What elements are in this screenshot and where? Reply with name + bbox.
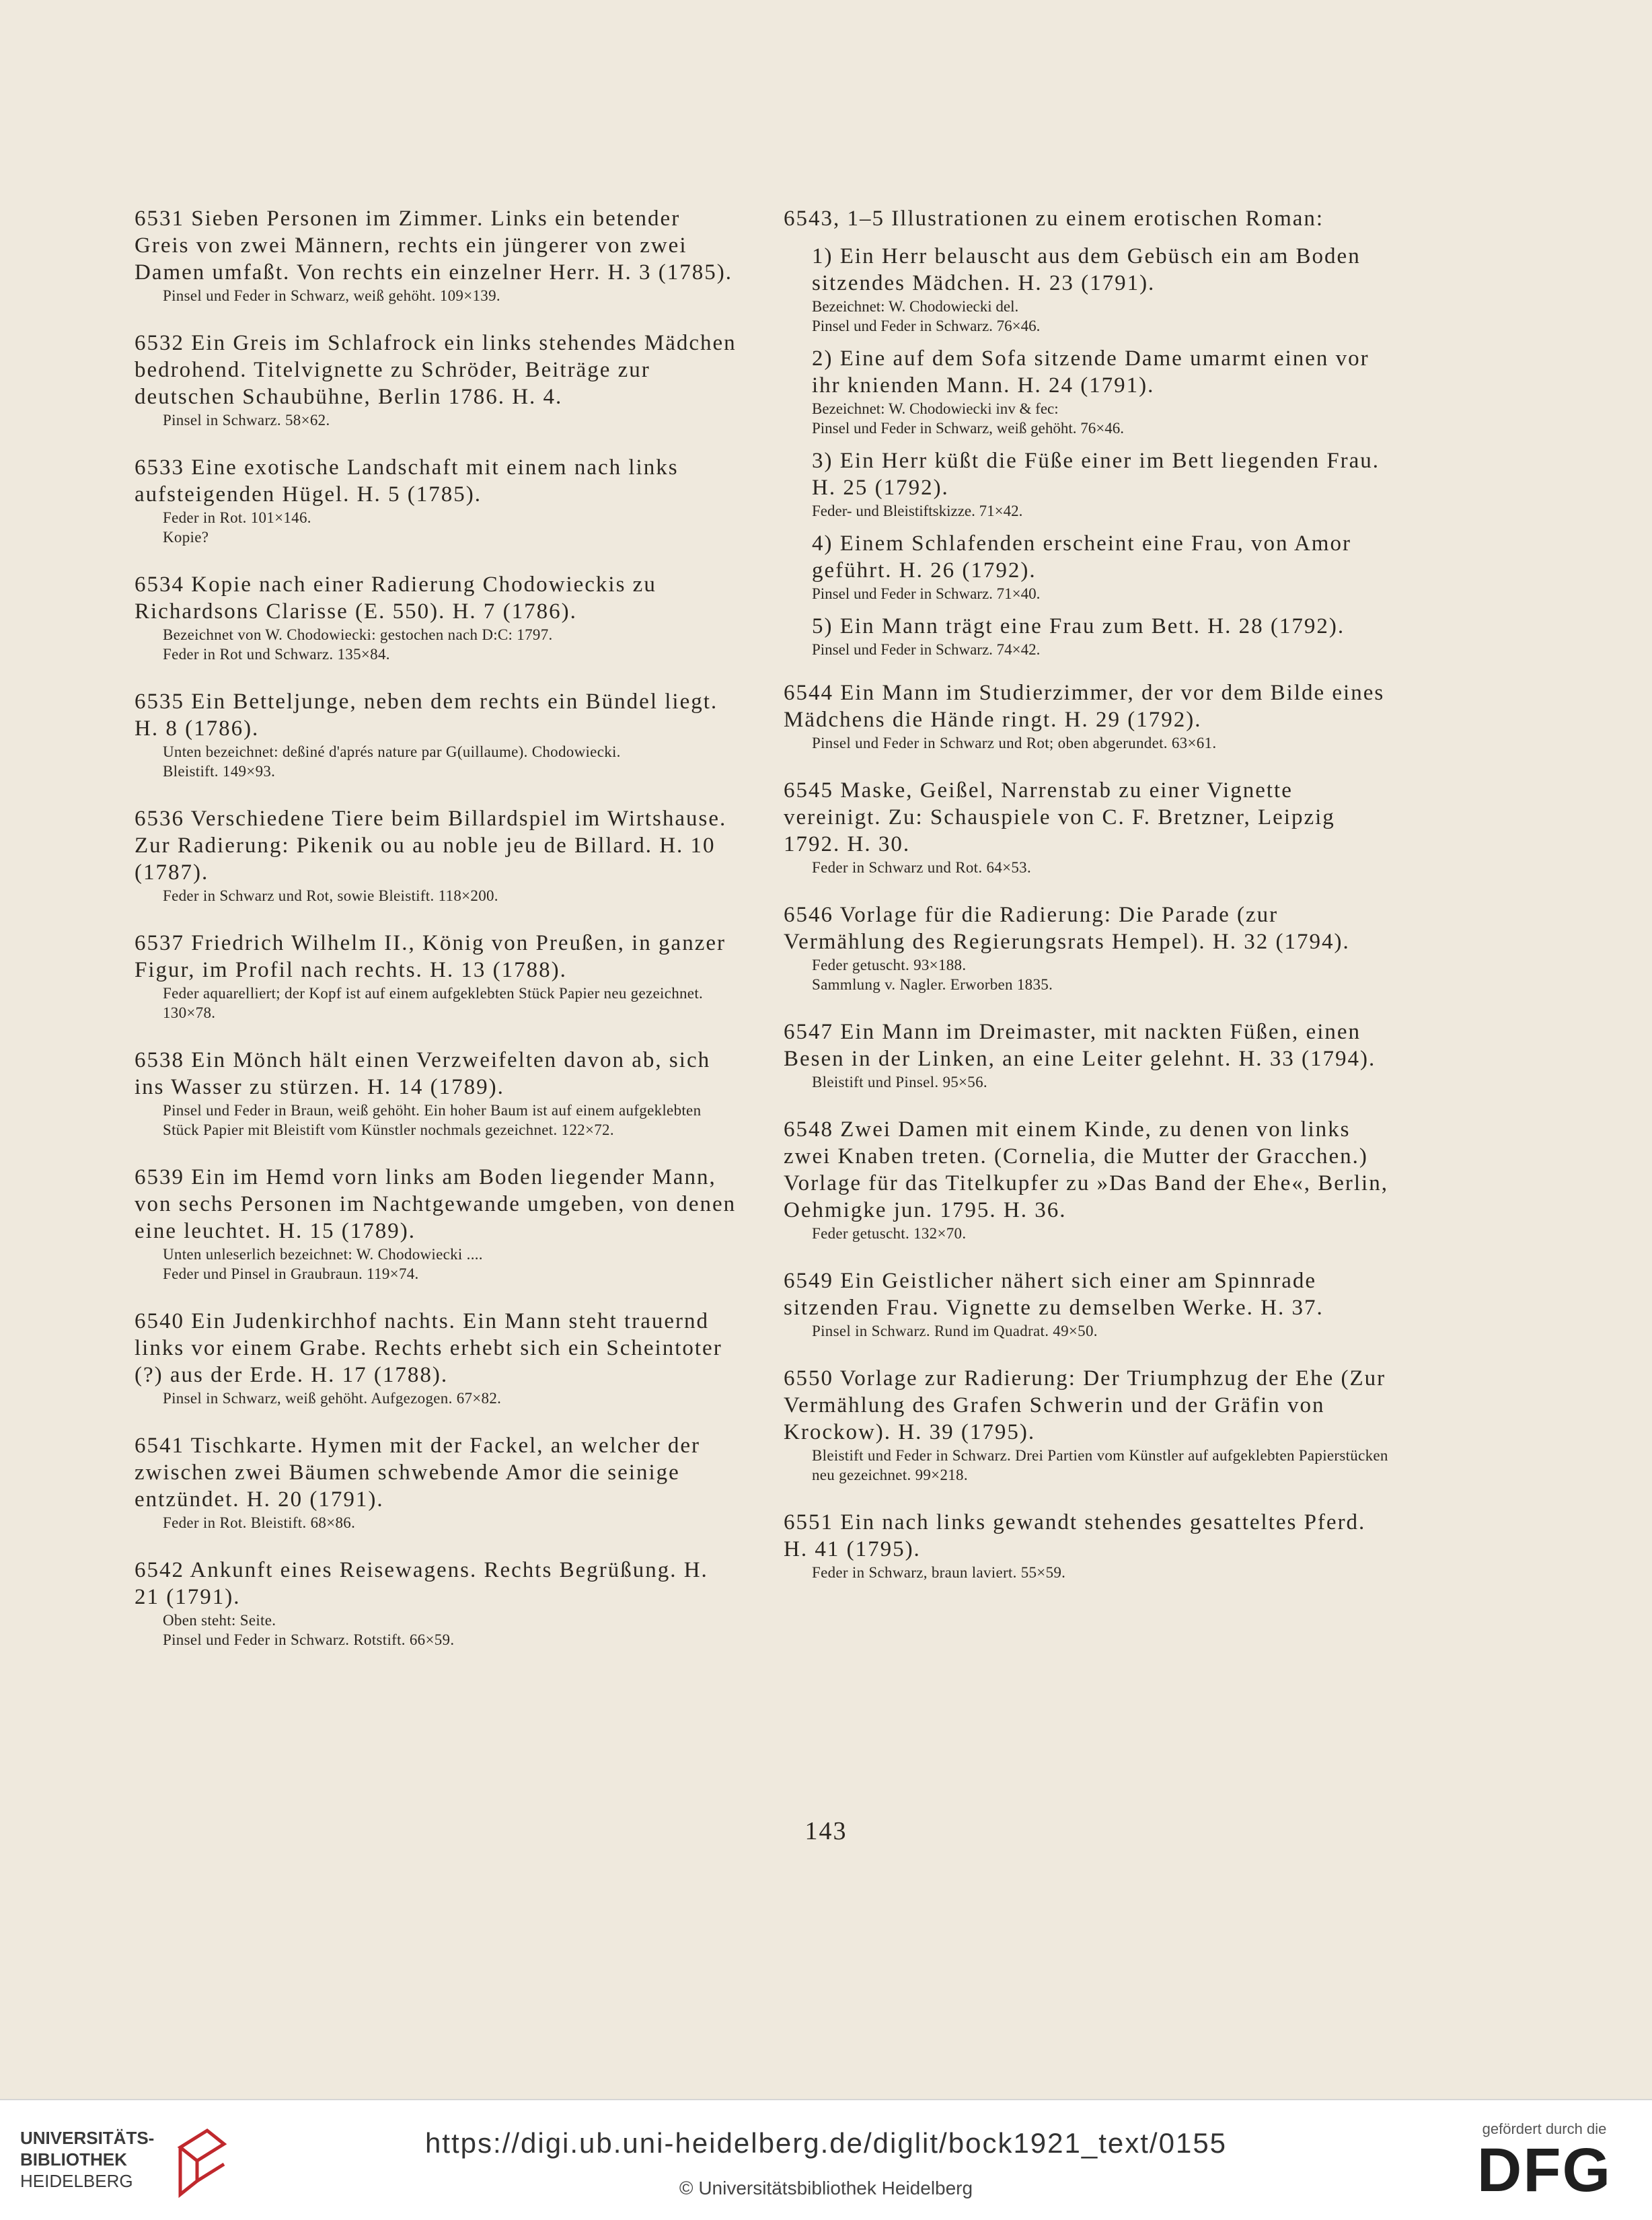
entry-6537-note: Feder aquarelliert; der Kopf ist auf einem aufgeklebten Stück Papier neu gezeichnet. 130×78. xyxy=(163,985,704,1021)
entry-6543-sub-5-note: Pinsel und Feder in Schwarz. 74×42. xyxy=(812,641,1041,658)
entry-6533-title: 6533 Eine exotische Landschaft mit einem nach links aufsteigenden Hügel. H. 5 (1785). xyxy=(135,455,679,507)
entry-6547-note: Bleistift und Pinsel. 95×56. xyxy=(812,1074,987,1090)
entry-6543-sub-5 xyxy=(784,613,1396,659)
entry-6546-note: Feder getuscht. 93×188. xyxy=(812,957,967,973)
entry-6543-sub-5-title: 5) Ein Mann trägt eine Frau zum Bett. H. 28 (1792). xyxy=(812,614,1345,638)
entry-6549 xyxy=(784,1267,1396,1341)
entry-6546-note: Sammlung v. Nagler. Erworben 1835. xyxy=(812,976,1053,993)
entry-6539 xyxy=(135,1164,740,1284)
entry-6543-sub-1-note: Pinsel und Feder in Schwarz. 76×46. xyxy=(812,318,1041,334)
entry-6535-note: Unten bezeichnet: deßiné d'aprés nature par G(uillaume). Chodowiecki. xyxy=(163,743,621,760)
entry-6533-note: Feder in Rot. 101×146. xyxy=(163,509,311,526)
entry-6534-title: 6534 Kopie nach einer Radierung Chodowieckis zu Richardsons Clarisse (E. 550). H. 7 (1786). xyxy=(135,572,656,624)
permalink-url[interactable]: https://digi.ub.uni-heidelberg.de/diglit/bock1921_text/0155 xyxy=(424,2127,1228,2159)
right-column xyxy=(784,205,1396,1606)
dfg-logo-text: DFG xyxy=(1476,2136,1612,2205)
entry-6539-note: Unten unleserlich bezeichnet: W. Chodowiecki .... xyxy=(163,1246,483,1263)
entry-6551-title: 6551 Ein nach links gewandt stehendes gesatteltes Pferd. H. 41 (1795). xyxy=(784,1510,1366,1561)
entry-6546 xyxy=(784,901,1396,994)
library-name-line3: HEIDELBERG xyxy=(20,2171,133,2191)
entry-6546-title: 6546 Vorlage für die Radierung: Die Parade (zur Vermählung des Regierungsrats Hempel). H. 32 (1794). xyxy=(784,903,1350,954)
entry-6534-note: Bezeichnet von W. Chodowiecki: gestochen nach D:C: 1797. xyxy=(163,626,553,643)
entry-6536-title: 6536 Verschiedene Tiere beim Billardspiel im Wirtshause. Zur Radierung: Pikenik ou au noble jeu de Billard. H. 10 (1787). xyxy=(135,807,727,885)
entry-6550-title: 6550 Vorlage zur Radierung: Der Triumphzug der Ehe (Zur Vermählung des Grafen Schwerin und der Gräfin von Krockow). H. 39 (1795). xyxy=(784,1366,1386,1444)
entry-6544-note: Pinsel und Feder in Schwarz und Rot; oben abgerundet. 63×61. xyxy=(812,735,1217,751)
funding-text: gefördert durch die xyxy=(1482,2120,1607,2137)
entry-6532-note: Pinsel in Schwarz. 58×62. xyxy=(163,412,330,429)
entry-6532-title: 6532 Ein Greis im Schlafrock ein links stehendes Mädchen bedrohend. Titelvignette zu Schröder, Beiträge zur deutschen Schaubühne, Berlin 1786. H. 4. xyxy=(135,331,737,409)
entry-6543-sub-3 xyxy=(784,447,1396,521)
entry-6533 xyxy=(135,454,740,547)
entry-6541-title: 6541 Tischkarte. Hymen mit der Fackel, an welcher der zwischen zwei Bäumen schwebende Amor die seinige entzündet. H. 20 (1791). xyxy=(135,1434,700,1512)
entry-6536 xyxy=(135,805,740,905)
entry-6548-note: Feder getuscht. 132×70. xyxy=(812,1225,967,1242)
entry-6542-note: Oben steht: Seite. xyxy=(163,1612,276,1629)
entry-6535-title: 6535 Ein Betteljunge, neben dem rechts ein Bündel liegt. H. 8 (1786). xyxy=(135,690,718,741)
entry-6532 xyxy=(135,330,740,430)
page-number: 143 xyxy=(804,1817,848,1845)
entry-6551 xyxy=(784,1509,1396,1582)
entry-6543-sub-3-note: Feder- und Bleistiftskizze. 71×42. xyxy=(812,503,1023,519)
entry-6541-note: Feder in Rot. Bleistift. 68×86. xyxy=(163,1514,356,1531)
entry-6540 xyxy=(135,1308,740,1408)
entry-6542-note: Pinsel und Feder in Schwarz. Rotstift. 66×59. xyxy=(163,1631,455,1648)
entry-6531-note: Pinsel und Feder in Schwarz, weiß gehöht. 109×139. xyxy=(163,287,500,304)
entry-6537-title: 6537 Friedrich Wilhelm II., König von Preußen, in ganzer Figur, im Profil nach rechts. H. 13 (1788). xyxy=(135,931,726,982)
entry-6543-sub-1-title: 1) Ein Herr belauscht aus dem Gebüsch ein am Boden sitzendes Mädchen. H. 23 (1791). xyxy=(812,244,1361,295)
entry-6545 xyxy=(784,777,1396,877)
entry-6547 xyxy=(784,1019,1396,1092)
entry-6540-title: 6540 Ein Judenkirchhof nachts. Ein Mann steht trauernd links vor einem Grabe. Rechts erhebt sich ein Scheintoter (?) aus der Erde. H. 17 (1788). xyxy=(135,1309,722,1387)
entry-6535 xyxy=(135,688,740,781)
entry-6533-note: Kopie? xyxy=(163,529,209,546)
entry-6543-sub-4-title: 4) Einem Schlafenden erscheint eine Frau, von Amor geführt. H. 26 (1792). xyxy=(812,531,1351,583)
copyright-notice: © Universitätsbibliothek Heidelberg xyxy=(679,2178,973,2198)
entry-6545-note: Feder in Schwarz und Rot. 64×53. xyxy=(812,859,1031,876)
footer-bar xyxy=(0,2099,1652,2220)
entry-6543-sub-3-title: 3) Ein Herr küßt die Füße einer im Bett liegenden Frau. H. 25 (1792). xyxy=(812,449,1380,500)
entry-6535-note: Bleistift. 149×93. xyxy=(163,763,276,780)
entry-6539-note: Feder und Pinsel in Graubraun. 119×74. xyxy=(163,1265,419,1282)
entry-6537 xyxy=(135,930,740,1023)
entry-6551-note: Feder in Schwarz, braun laviert. 55×59. xyxy=(812,1564,1066,1581)
entry-6550 xyxy=(784,1365,1396,1485)
entry-6543-sub-4 xyxy=(784,530,1396,603)
entry-6542-title: 6542 Ankunft eines Reisewagens. Rechts Begrüßung. H. 21 (1791). xyxy=(135,1558,708,1609)
entry-6538-note: Pinsel und Feder in Braun, weiß gehöht. Ein hoher Baum ist auf einem aufgeklebten Stück Papier mit Bleistift vom Künstler nochmals gezeichnet. 122×72. xyxy=(163,1102,702,1138)
entry-6549-note: Pinsel in Schwarz. Rund im Quadrat. 49×50. xyxy=(812,1323,1098,1339)
library-name-line1: UNIVERSITÄTS- xyxy=(20,2128,155,2148)
entry-6543-sub-2 xyxy=(784,345,1396,438)
entry-6544 xyxy=(784,679,1396,753)
library-name-line2: BIBLIOTHEK xyxy=(20,2149,127,2170)
left-column xyxy=(135,205,740,1674)
entry-6548 xyxy=(784,1116,1396,1243)
entry-6543-sub-2-title: 2) Eine auf dem Sofa sitzende Dame umarmt einen vor ihr knienden Mann. H. 24 (1791). xyxy=(812,346,1369,398)
entry-6538-title: 6538 Ein Mönch hält einen Verzweifelten davon ab, sich ins Wasser zu stürzen. H. 14 (1789). xyxy=(135,1048,711,1099)
entry-6549-title: 6549 Ein Geistlicher nähert sich einer am Spinnrade sitzenden Frau. Vignette zu demselben Werke. H. 37. xyxy=(784,1269,1324,1320)
right-entries xyxy=(784,679,1396,1582)
entry-6543-sub-4-note: Pinsel und Feder in Schwarz. 71×40. xyxy=(812,585,1041,602)
entry-6543-subitems xyxy=(784,243,1396,659)
entry-6539-title: 6539 Ein im Hemd vorn links am Boden liegender Mann, von sechs Personen im Nachtgewande umgeben, von denen eine leuchtet. H. 15 (1789). xyxy=(135,1165,737,1243)
entry-6538 xyxy=(135,1047,740,1140)
entry-6543-sub-1-note: Bezeichnet: W. Chodowiecki del. xyxy=(812,298,1019,315)
entry-6545-title: 6545 Maske, Geißel, Narrenstab zu einer Vignette vereinigt. Zu: Schauspiele von C. F. Bretzner, Leipzig 1792. H. 30. xyxy=(784,778,1335,856)
entry-6536-note: Feder in Schwarz und Rot, sowie Bleistift. 118×200. xyxy=(163,887,498,904)
entry-6541 xyxy=(135,1432,740,1532)
entry-6531 xyxy=(135,205,740,305)
dfg-logo[interactable] xyxy=(1464,2120,1625,2208)
entry-6550-note: Bleistift und Feder in Schwarz. Drei Partien vom Künstler auf aufgeklebten Papierstücken neu gezeichnet. 99×218. xyxy=(812,1447,1388,1483)
entry-6534 xyxy=(135,571,740,664)
entry-6540-note: Pinsel in Schwarz, weiß gehöht. Aufgezogen. 67×82. xyxy=(163,1390,502,1407)
entry-6547-title: 6547 Ein Mann im Dreimaster, mit nackten Füßen, einen Besen in der Linken, an eine Leiter gelehnt. H. 33 (1794). xyxy=(784,1020,1376,1071)
entry-6543-sub-1 xyxy=(784,243,1396,336)
entry-6543-header: 6543, 1–5 Illustrationen zu einem erotischen Roman: xyxy=(784,207,1324,231)
entry-6534-note: Feder in Rot und Schwarz. 135×84. xyxy=(163,646,390,663)
entry-6548-title: 6548 Zwei Damen mit einem Kinde, zu denen von links zwei Knaben treten. (Cornelia, die Mutter der Gracchen.) Vorlage für das Titelkupfer zu »Das Band der Ehe«, Berlin, Oehmigke jun. 1795. H. 36. xyxy=(784,1117,1388,1222)
entry-6544-title: 6544 Ein Mann im Studierzimmer, der vor dem Bilde eines Mädchens die Hände ringt. H. 29 (1792). xyxy=(784,681,1385,732)
entry-6543-sub-2-note: Bezeichnet: W. Chodowiecki inv & fec: xyxy=(812,400,1059,417)
entry-6542 xyxy=(135,1557,740,1650)
entry-6543-sub-2-note: Pinsel und Feder in Schwarz, weiß gehöht. 76×46. xyxy=(812,420,1124,437)
entry-6531-title: 6531 Sieben Personen im Zimmer. Links ein betender Greis von zwei Männern, rechts ein jüngerer von zwei Damen umfaßt. Von rechts ein einzelner Herr. H. 3 (1785). xyxy=(135,207,733,285)
